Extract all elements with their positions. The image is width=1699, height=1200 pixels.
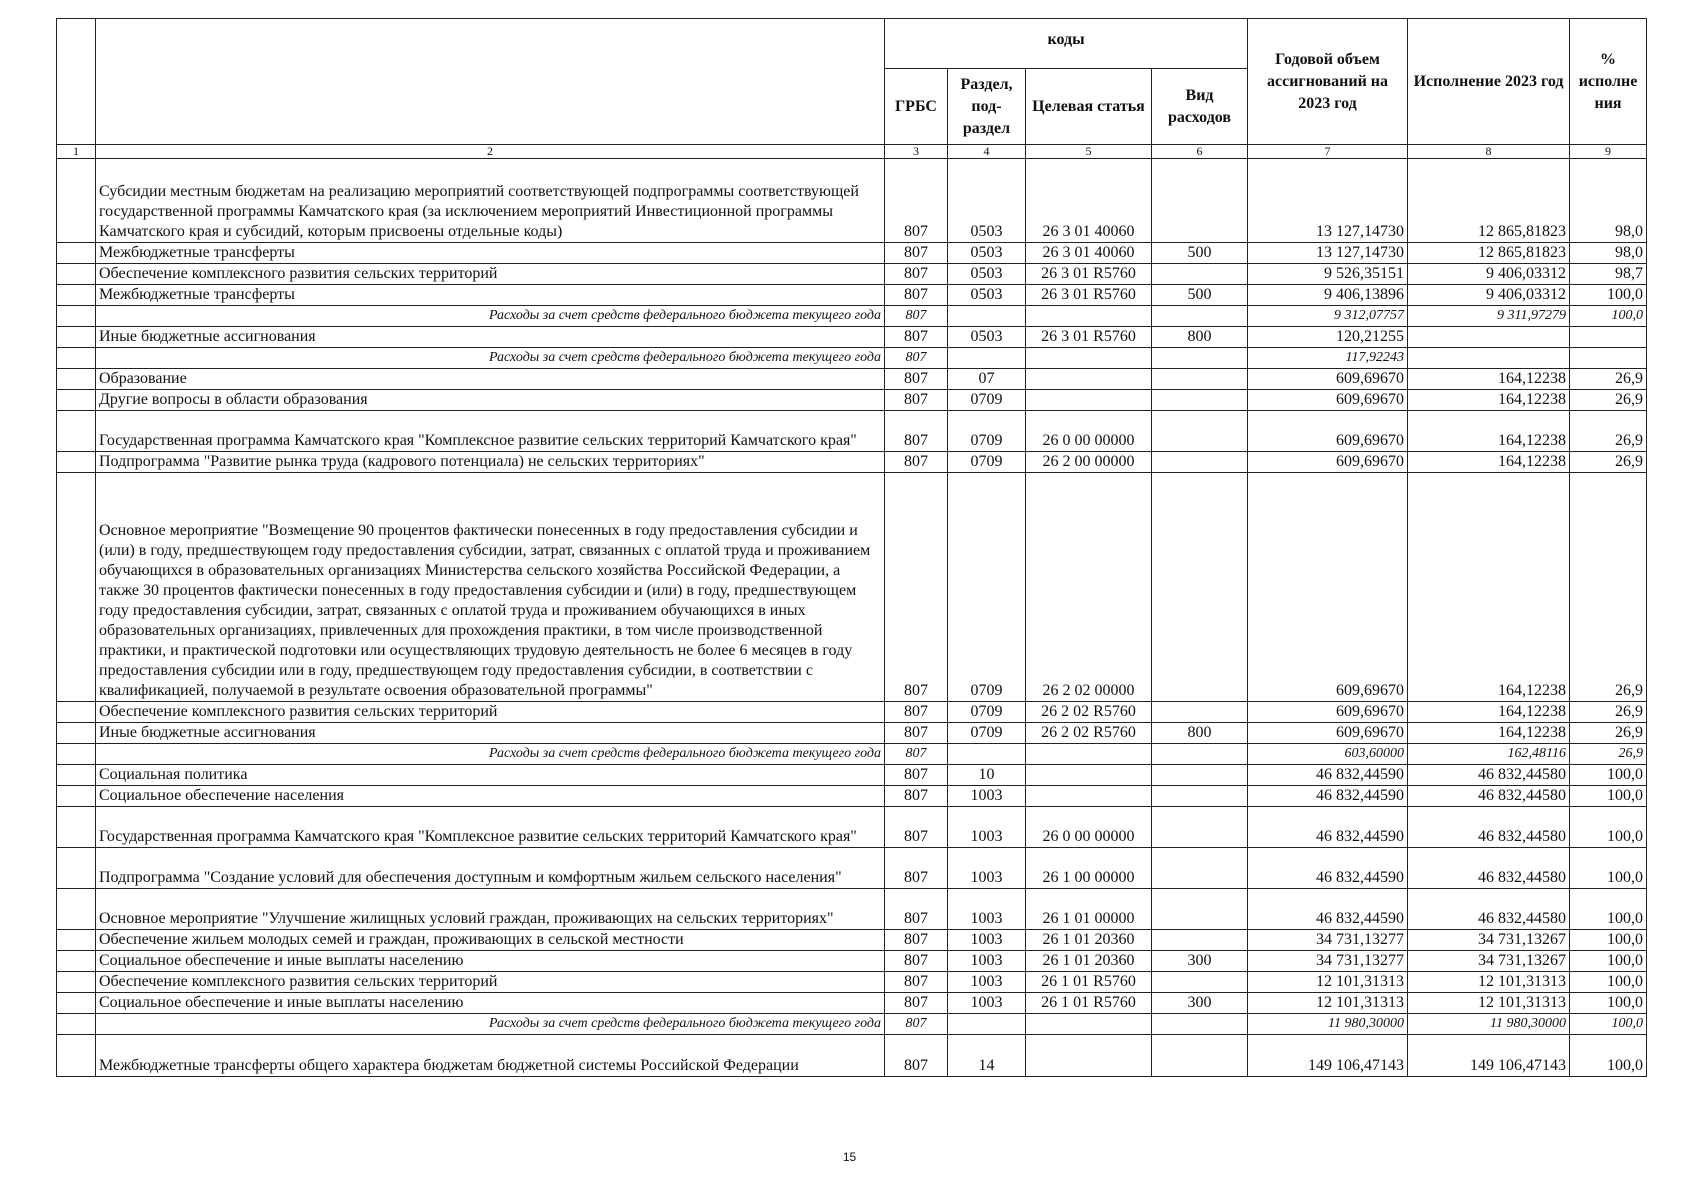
grbs-code: 807 (885, 452, 948, 473)
execution-percent: 100,0 (1570, 1035, 1647, 1077)
row-number-cell (57, 411, 96, 452)
annual-plan-value: 609,69670 (1248, 411, 1408, 452)
section-code: 1003 (948, 951, 1026, 972)
target-article-code: 26 1 00 00000 (1026, 848, 1152, 889)
execution-percent: 100,0 (1570, 930, 1647, 951)
execution-percent: 26,9 (1570, 702, 1647, 723)
grbs-code: 807 (885, 807, 948, 848)
line-item-name: Субсидии местным бюджетам на реализацию мероприятий соответствующей подпрограммы соответствующей государственной программы Камчатского края (за исключением мероприятий Инвестиционной программы Камчатского края и субсидий, которым присвоены отдельные коды) (96, 159, 885, 243)
table-row (57, 243, 1647, 264)
row-number-cell (57, 348, 96, 369)
annual-plan-value: 609,69670 (1248, 452, 1408, 473)
section-code: 1003 (948, 972, 1026, 993)
section-code: 0709 (948, 452, 1026, 473)
column-number: 6 (1152, 145, 1248, 159)
target-article-code: 26 1 01 00000 (1026, 889, 1152, 930)
column-number: 2 (96, 145, 885, 159)
execution-percent: 100,0 (1570, 972, 1647, 993)
header-name (96, 19, 885, 145)
expense-type-code (1152, 889, 1248, 930)
row-number-cell (57, 306, 96, 327)
table-row (57, 930, 1647, 951)
expense-type-code (1152, 744, 1248, 765)
row-number-cell (57, 786, 96, 807)
expense-type-code (1152, 765, 1248, 786)
line-item-name: Социальная политика (96, 765, 885, 786)
section-code: 07 (948, 369, 1026, 390)
header-vid: Вид расходов (1152, 69, 1248, 145)
header-fact: Исполнение 2023 год (1408, 19, 1570, 145)
execution-value: 34 731,13267 (1408, 930, 1570, 951)
grbs-code: 807 (885, 369, 948, 390)
target-article-code (1026, 369, 1152, 390)
execution-percent: 100,0 (1570, 786, 1647, 807)
section-code (948, 744, 1026, 765)
annual-plan-value: 149 106,47143 (1248, 1035, 1408, 1077)
execution-percent: 98,7 (1570, 264, 1647, 285)
grbs-code: 807 (885, 285, 948, 306)
grbs-code: 807 (885, 930, 948, 951)
table-row (57, 889, 1647, 930)
execution-percent: 26,9 (1570, 369, 1647, 390)
annual-plan-value: 9 312,07757 (1248, 306, 1408, 327)
expense-type-code (1152, 702, 1248, 723)
annual-plan-value: 46 832,44590 (1248, 848, 1408, 889)
page-number: 15 (842, 1150, 857, 1164)
target-article-code (1026, 786, 1152, 807)
annual-plan-value: 120,21255 (1248, 327, 1408, 348)
section-code: 10 (948, 765, 1026, 786)
header-grbs: ГРБС (885, 69, 948, 145)
execution-value: 9 406,03312 (1408, 264, 1570, 285)
execution-percent: 100,0 (1570, 1014, 1647, 1035)
execution-value (1408, 348, 1570, 369)
execution-value: 12 865,81823 (1408, 159, 1570, 243)
annual-plan-value: 603,60000 (1248, 744, 1408, 765)
execution-value: 164,12238 (1408, 390, 1570, 411)
line-item-name: Подпрограмма "Создание условий для обеспечения доступным и комфортным жильем сельского населения" (96, 848, 885, 889)
execution-value: 46 832,44580 (1408, 786, 1570, 807)
section-code: 0503 (948, 159, 1026, 243)
line-item-name: Обеспечение комплексного развития сельских территорий (96, 972, 885, 993)
line-item-name: Расходы за счет средств федерального бюджета текущего года (96, 306, 885, 327)
target-article-code (1026, 765, 1152, 786)
expense-type-code (1152, 786, 1248, 807)
annual-plan-value: 12 101,31313 (1248, 972, 1408, 993)
grbs-code: 807 (885, 786, 948, 807)
federal-budget-row (57, 744, 1647, 765)
column-number: 7 (1248, 145, 1408, 159)
federal-budget-row (57, 1014, 1647, 1035)
annual-plan-value: 609,69670 (1248, 390, 1408, 411)
header-row-number (57, 19, 96, 145)
expense-type-code: 300 (1152, 951, 1248, 972)
grbs-code: 807 (885, 348, 948, 369)
execution-value: 164,12238 (1408, 452, 1570, 473)
table-row (57, 473, 1647, 702)
execution-value: 9 406,03312 (1408, 285, 1570, 306)
expense-type-code (1152, 369, 1248, 390)
row-number-cell (57, 285, 96, 306)
line-item-name: Социальное обеспечение населения (96, 786, 885, 807)
execution-value: 11 980,30000 (1408, 1014, 1570, 1035)
table-row (57, 765, 1647, 786)
section-code: 0709 (948, 390, 1026, 411)
expense-type-code (1152, 159, 1248, 243)
line-item-name: Иные бюджетные ассигнования (96, 327, 885, 348)
column-number: 1 (57, 145, 96, 159)
execution-value: 9 311,97279 (1408, 306, 1570, 327)
execution-percent: 98,0 (1570, 243, 1647, 264)
execution-percent: 26,9 (1570, 452, 1647, 473)
target-article-code (1026, 1035, 1152, 1077)
table-row (57, 848, 1647, 889)
annual-plan-value: 13 127,14730 (1248, 159, 1408, 243)
federal-budget-row (57, 348, 1647, 369)
execution-percent: 26,9 (1570, 723, 1647, 744)
target-article-code (1026, 348, 1152, 369)
grbs-code: 807 (885, 411, 948, 452)
target-article-code: 26 1 01 20360 (1026, 930, 1152, 951)
execution-value: 46 832,44580 (1408, 848, 1570, 889)
section-code: 14 (948, 1035, 1026, 1077)
expense-type-code (1152, 972, 1248, 993)
target-article-code: 26 3 01 R5760 (1026, 264, 1152, 285)
line-item-name: Основное мероприятие "Возмещение 90 процентов фактически понесенных в году предоставления субсидии и (или) в году, предшествующем году предоставления субсидии, затрат, связанных с оплатой труда и проживанием обучающихся в образовательных организациях Министерства сельского хозяйства Российской Федерации, а также 30 процентов фактически понесенных в году предоставления субсидии и (или) в году, предшествующем году предоставления субсидии, затрат, связанных с оплатой труда и проживанием обучающихся в иных образовательных организациях, привлеченных для прохождения практики, в том числе производственной практики, и практической подготовки или осуществляющих трудовую деятельность не более 6 месяцев в году предоставления субсидии или в году, предшествующем году предоставления субсидии, в соответствии с квалификацией, получаемой в результате освоения образовательной программы" (96, 473, 885, 702)
execution-percent: 98,0 (1570, 159, 1647, 243)
table-row (57, 993, 1647, 1014)
grbs-code: 807 (885, 951, 948, 972)
expense-type-code (1152, 1035, 1248, 1077)
execution-value: 12 865,81823 (1408, 243, 1570, 264)
target-article-code: 26 3 01 40060 (1026, 243, 1152, 264)
section-code: 0709 (948, 411, 1026, 452)
grbs-code: 807 (885, 1035, 948, 1077)
table-row (57, 285, 1647, 306)
grbs-code: 807 (885, 264, 948, 285)
execution-value: 149 106,47143 (1408, 1035, 1570, 1077)
execution-percent: 26,9 (1570, 411, 1647, 452)
row-number-cell (57, 369, 96, 390)
section-code: 0709 (948, 702, 1026, 723)
grbs-code: 807 (885, 744, 948, 765)
table-row (57, 702, 1647, 723)
annual-plan-value: 46 832,44590 (1248, 807, 1408, 848)
annual-plan-value: 609,69670 (1248, 473, 1408, 702)
execution-value: 164,12238 (1408, 702, 1570, 723)
expense-type-code: 800 (1152, 723, 1248, 744)
row-number-cell (57, 473, 96, 702)
row-number-cell (57, 951, 96, 972)
table-row (57, 390, 1647, 411)
row-number-cell (57, 243, 96, 264)
expense-type-code (1152, 264, 1248, 285)
column-number: 3 (885, 145, 948, 159)
table-row (57, 786, 1647, 807)
federal-budget-row (57, 306, 1647, 327)
expense-type-code (1152, 473, 1248, 702)
target-article-code (1026, 1014, 1152, 1035)
execution-percent: 26,9 (1570, 390, 1647, 411)
expense-type-code (1152, 348, 1248, 369)
line-item-name: Государственная программа Камчатского края "Комплексное развитие сельских территорий Камчатского края" (96, 807, 885, 848)
row-number-cell (57, 889, 96, 930)
execution-value: 164,12238 (1408, 369, 1570, 390)
execution-value: 12 101,31313 (1408, 993, 1570, 1014)
execution-value: 46 832,44580 (1408, 807, 1570, 848)
column-number: 8 (1408, 145, 1570, 159)
grbs-code: 807 (885, 1014, 948, 1035)
section-code: 1003 (948, 786, 1026, 807)
annual-plan-value: 34 731,13277 (1248, 930, 1408, 951)
table-row (57, 972, 1647, 993)
table-row (57, 327, 1647, 348)
execution-percent: 100,0 (1570, 765, 1647, 786)
target-article-code (1026, 306, 1152, 327)
section-code: 1003 (948, 848, 1026, 889)
table-row (57, 369, 1647, 390)
column-number: 4 (948, 145, 1026, 159)
row-number-cell (57, 765, 96, 786)
table-body (57, 159, 1647, 1077)
execution-value: 12 101,31313 (1408, 972, 1570, 993)
annual-plan-value: 34 731,13277 (1248, 951, 1408, 972)
target-article-code: 26 2 02 R5760 (1026, 723, 1152, 744)
column-number: 5 (1026, 145, 1152, 159)
column-number: 9 (1570, 145, 1647, 159)
grbs-code: 807 (885, 243, 948, 264)
row-number-cell (57, 327, 96, 348)
grbs-code: 807 (885, 306, 948, 327)
annual-plan-value: 11 980,30000 (1248, 1014, 1408, 1035)
table-row (57, 1035, 1647, 1077)
grbs-code: 807 (885, 993, 948, 1014)
grbs-code: 807 (885, 765, 948, 786)
execution-percent (1570, 348, 1647, 369)
line-item-name: Иные бюджетные ассигнования (96, 723, 885, 744)
line-item-name: Межбюджетные трансферты (96, 243, 885, 264)
line-item-name: Обеспечение жильем молодых семей и граждан, проживающих в сельской местности (96, 930, 885, 951)
row-number-cell (57, 1035, 96, 1077)
annual-plan-value: 46 832,44590 (1248, 889, 1408, 930)
table-row (57, 411, 1647, 452)
table-header (57, 19, 1647, 159)
target-article-code: 26 0 00 00000 (1026, 807, 1152, 848)
header-razdel: Раздел, под- раздел (948, 69, 1026, 145)
section-code (948, 348, 1026, 369)
line-item-name: Другие вопросы в области образования (96, 390, 885, 411)
line-item-name: Расходы за счет средств федерального бюджета текущего года (96, 744, 885, 765)
row-number-cell (57, 744, 96, 765)
line-item-name: Социальное обеспечение и иные выплаты населению (96, 993, 885, 1014)
row-number-cell (57, 807, 96, 848)
target-article-code: 26 3 01 R5760 (1026, 327, 1152, 348)
grbs-code: 807 (885, 848, 948, 889)
execution-percent: 100,0 (1570, 951, 1647, 972)
line-item-name: Социальное обеспечение и иные выплаты населению (96, 951, 885, 972)
expense-type-code (1152, 390, 1248, 411)
line-item-name: Межбюджетные трансферты (96, 285, 885, 306)
line-item-name: Обеспечение комплексного развития сельских территорий (96, 264, 885, 285)
row-number-cell (57, 993, 96, 1014)
target-article-code: 26 2 00 00000 (1026, 452, 1152, 473)
target-article-code: 26 1 01 R5760 (1026, 972, 1152, 993)
execution-percent: 26,9 (1570, 744, 1647, 765)
execution-value: 162,48116 (1408, 744, 1570, 765)
annual-plan-value: 46 832,44590 (1248, 765, 1408, 786)
expense-type-code (1152, 807, 1248, 848)
target-article-code: 26 2 02 00000 (1026, 473, 1152, 702)
section-code: 0503 (948, 243, 1026, 264)
target-article-code: 26 3 01 R5760 (1026, 285, 1152, 306)
annual-plan-value: 117,92243 (1248, 348, 1408, 369)
row-number-cell (57, 723, 96, 744)
section-code: 0709 (948, 723, 1026, 744)
target-article-code (1026, 390, 1152, 411)
line-item-name: Образование (96, 369, 885, 390)
row-number-cell (57, 1014, 96, 1035)
expense-type-code: 800 (1152, 327, 1248, 348)
line-item-name: Подпрограмма "Развитие рынка труда (кадрового потенциала) не сельских территориях" (96, 452, 885, 473)
execution-percent: 100,0 (1570, 889, 1647, 930)
line-item-name: Расходы за счет средств федерального бюджета текущего года (96, 348, 885, 369)
column-number-row (57, 145, 1647, 159)
expense-type-code (1152, 306, 1248, 327)
table-row (57, 723, 1647, 744)
section-code: 0709 (948, 473, 1026, 702)
section-code: 1003 (948, 930, 1026, 951)
target-article-code: 26 1 01 R5760 (1026, 993, 1152, 1014)
target-article-code: 26 3 01 40060 (1026, 159, 1152, 243)
row-number-cell (57, 452, 96, 473)
expense-type-code (1152, 1014, 1248, 1035)
section-code: 1003 (948, 807, 1026, 848)
execution-value (1408, 327, 1570, 348)
header-tselevaya: Целевая статья (1026, 69, 1152, 145)
expense-type-code: 500 (1152, 285, 1248, 306)
grbs-code: 807 (885, 723, 948, 744)
row-number-cell (57, 159, 96, 243)
row-number-cell (57, 848, 96, 889)
execution-value: 46 832,44580 (1408, 889, 1570, 930)
section-code: 0503 (948, 327, 1026, 348)
row-number-cell (57, 390, 96, 411)
section-code: 1003 (948, 889, 1026, 930)
expense-type-code (1152, 930, 1248, 951)
execution-percent: 100,0 (1570, 848, 1647, 889)
line-item-name: Основное мероприятие "Улучшение жилищных условий граждан, проживающих на сельских территориях" (96, 889, 885, 930)
annual-plan-value: 609,69670 (1248, 369, 1408, 390)
annual-plan-value: 13 127,14730 (1248, 243, 1408, 264)
expense-type-code (1152, 848, 1248, 889)
row-number-cell (57, 972, 96, 993)
target-article-code: 26 2 02 R5760 (1026, 702, 1152, 723)
section-code: 1003 (948, 993, 1026, 1014)
table-row (57, 951, 1647, 972)
section-code (948, 1014, 1026, 1035)
target-article-code: 26 0 00 00000 (1026, 411, 1152, 452)
target-article-code: 26 1 01 20360 (1026, 951, 1152, 972)
execution-percent: 26,9 (1570, 473, 1647, 702)
execution-value: 46 832,44580 (1408, 765, 1570, 786)
execution-value: 164,12238 (1408, 411, 1570, 452)
grbs-code: 807 (885, 889, 948, 930)
grbs-code: 807 (885, 327, 948, 348)
execution-percent: 100,0 (1570, 807, 1647, 848)
execution-percent: 100,0 (1570, 306, 1647, 327)
grbs-code: 807 (885, 972, 948, 993)
line-item-name: Расходы за счет средств федерального бюджета текущего года (96, 1014, 885, 1035)
grbs-code: 807 (885, 159, 948, 243)
table-row (57, 452, 1647, 473)
line-item-name: Межбюджетные трансферты общего характера бюджетам бюджетной системы Российской Федерации (96, 1035, 885, 1077)
expense-type-code: 300 (1152, 993, 1248, 1014)
annual-plan-value: 46 832,44590 (1248, 786, 1408, 807)
execution-percent (1570, 327, 1647, 348)
line-item-name: Государственная программа Камчатского края "Комплексное развитие сельских территорий Камчатского края" (96, 411, 885, 452)
annual-plan-value: 12 101,31313 (1248, 993, 1408, 1014)
execution-percent: 100,0 (1570, 993, 1647, 1014)
row-number-cell (57, 264, 96, 285)
section-code: 0503 (948, 264, 1026, 285)
execution-percent: 100,0 (1570, 285, 1647, 306)
table-row (57, 807, 1647, 848)
target-article-code (1026, 744, 1152, 765)
section-code: 0503 (948, 285, 1026, 306)
header-percent: % исполне ния (1570, 19, 1647, 145)
budget-execution-table (56, 18, 1647, 1077)
header-codes: коды (885, 19, 1248, 69)
execution-value: 34 731,13267 (1408, 951, 1570, 972)
expense-type-code (1152, 452, 1248, 473)
table-row (57, 264, 1647, 285)
row-number-cell (57, 930, 96, 951)
expense-type-code (1152, 411, 1248, 452)
annual-plan-value: 9 526,35151 (1248, 264, 1408, 285)
grbs-code: 807 (885, 473, 948, 702)
grbs-code: 807 (885, 390, 948, 411)
annual-plan-value: 609,69670 (1248, 723, 1408, 744)
annual-plan-value: 609,69670 (1248, 702, 1408, 723)
grbs-code: 807 (885, 702, 948, 723)
header-plan: Годовой объем ассигнований на 2023 год (1248, 19, 1408, 145)
row-number-cell (57, 702, 96, 723)
line-item-name: Обеспечение комплексного развития сельских территорий (96, 702, 885, 723)
table-row (57, 159, 1647, 243)
execution-value: 164,12238 (1408, 473, 1570, 702)
section-code (948, 306, 1026, 327)
execution-value: 164,12238 (1408, 723, 1570, 744)
annual-plan-value: 9 406,13896 (1248, 285, 1408, 306)
expense-type-code: 500 (1152, 243, 1248, 264)
